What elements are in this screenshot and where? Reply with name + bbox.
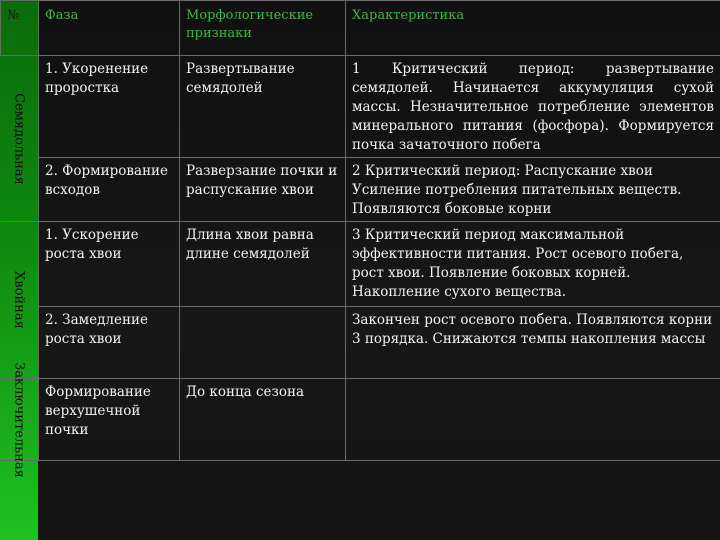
header-characteristic: Характеристика bbox=[346, 1, 720, 56]
characteristic-cell: Закончен рост осевого побега. Появляются корни 3 порядка. Снижаются темпы накопления массы bbox=[346, 307, 720, 379]
header-number: № bbox=[1, 1, 39, 56]
period-label-needle: Хвойная bbox=[11, 271, 27, 329]
characteristic-cell: 3 Критический период максимальной эффективности питания. Рост осевого побега, рост хвои. Появление боковых корней. Накопление сухого вещества. bbox=[346, 222, 720, 307]
phase-cell: 2. Замедление роста хвои bbox=[39, 307, 180, 379]
table-row bbox=[1, 307, 720, 379]
period-cell-cotyledon bbox=[1, 56, 39, 222]
header-morph: Морфологические признаки bbox=[180, 1, 346, 56]
phase-cell: 1. Укоренение проростка bbox=[39, 56, 180, 158]
header-phase: Фаза bbox=[39, 1, 180, 56]
characteristic-cell bbox=[346, 379, 720, 461]
phase-cell: 1. Ускорение роста хвои bbox=[39, 222, 180, 307]
period-cell-needle bbox=[1, 222, 39, 379]
morph-cell: Длина хвои равна длине семядолей bbox=[180, 222, 346, 307]
period-label-final: Заключительная bbox=[11, 361, 27, 478]
table-row bbox=[1, 158, 720, 222]
table-row bbox=[1, 222, 720, 307]
morph-cell bbox=[180, 307, 346, 379]
table-header-row bbox=[1, 1, 720, 56]
table-row bbox=[1, 56, 720, 158]
characteristic-cell: 2 Критический период: Распускание хвои Усиление потребления питательных веществ. Появляются боковые корни bbox=[346, 158, 720, 222]
morph-cell: Развертывание семядолей bbox=[180, 56, 346, 158]
period-label-cotyledon: Семядольная bbox=[11, 92, 27, 185]
characteristic-cell: 1 Критический период: развертывание семядолей. Начинается аккумуляция сухой массы. Незначительное потребление элементов минерального питания (фосфора). Формируется почка зачаточного побега bbox=[346, 56, 720, 158]
morph-cell: Разверзание почки и распускание хвои bbox=[180, 158, 346, 222]
table-row bbox=[1, 379, 720, 461]
phase-cell: Формирование верхушечной почки bbox=[39, 379, 180, 461]
morph-cell: До конца сезона bbox=[180, 379, 346, 461]
phase-cell: 2. Формирование всходов bbox=[39, 158, 180, 222]
period-cell-final bbox=[1, 361, 39, 478]
